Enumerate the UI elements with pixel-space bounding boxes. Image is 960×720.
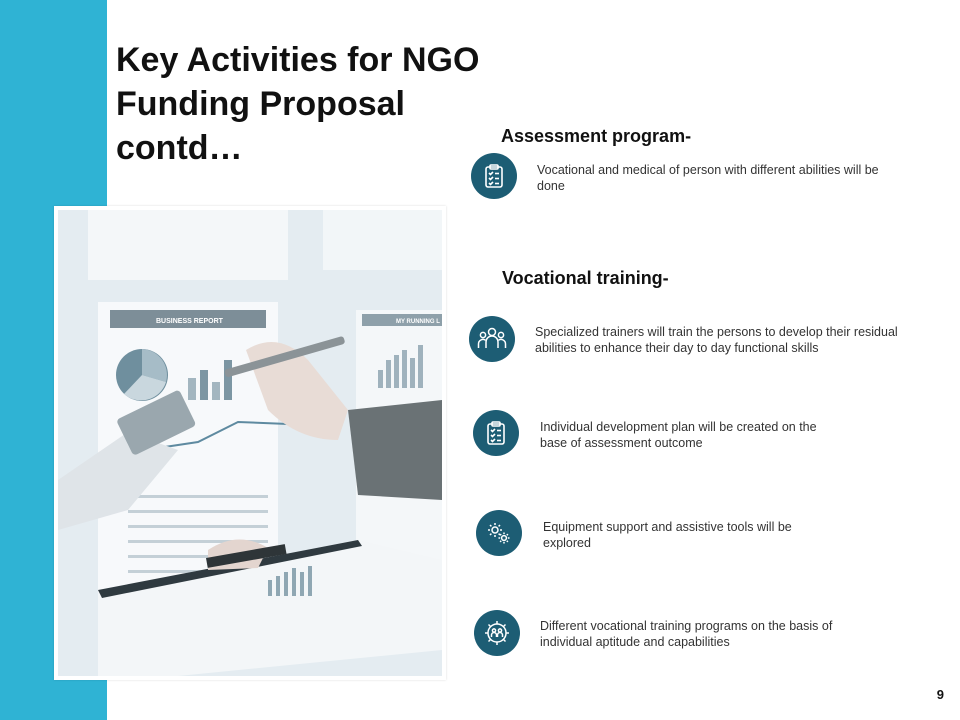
gears-icon xyxy=(476,510,522,556)
clipboard-checklist-icon xyxy=(473,410,519,456)
section-heading-vocational: Vocational training- xyxy=(502,268,669,288)
vocational-item-4-text: Different vocational training programs on the basis of individual aptitude and capabilities xyxy=(540,619,833,649)
vocational-item-2-text: Individual development plan will be created on the base of assessment outcome xyxy=(540,420,817,450)
group-people-icon xyxy=(469,316,515,362)
assessment-item-text: Vocational and medical of person with different abilities will be done xyxy=(537,163,879,193)
section-heading-assessment: Assessment program- xyxy=(501,126,692,146)
vocational-item-1-text: Specialized trainers will train the persons to develop their residual abilities to enhance their day to day functional skills xyxy=(535,325,898,355)
business-report-photo xyxy=(54,206,446,680)
report-heading: BUSINESS REPORT xyxy=(156,318,223,325)
gear-people-icon xyxy=(474,610,520,656)
clipboard-checklist-icon xyxy=(471,153,517,199)
page-number: 9 xyxy=(936,687,944,702)
vocational-item-3-text: Equipment support and assistive tools will be explored xyxy=(543,520,792,550)
report-heading-right: MY RUNNING L xyxy=(396,319,440,325)
slide-title: Key Activities for NGO Funding Proposal contd… xyxy=(116,41,480,167)
